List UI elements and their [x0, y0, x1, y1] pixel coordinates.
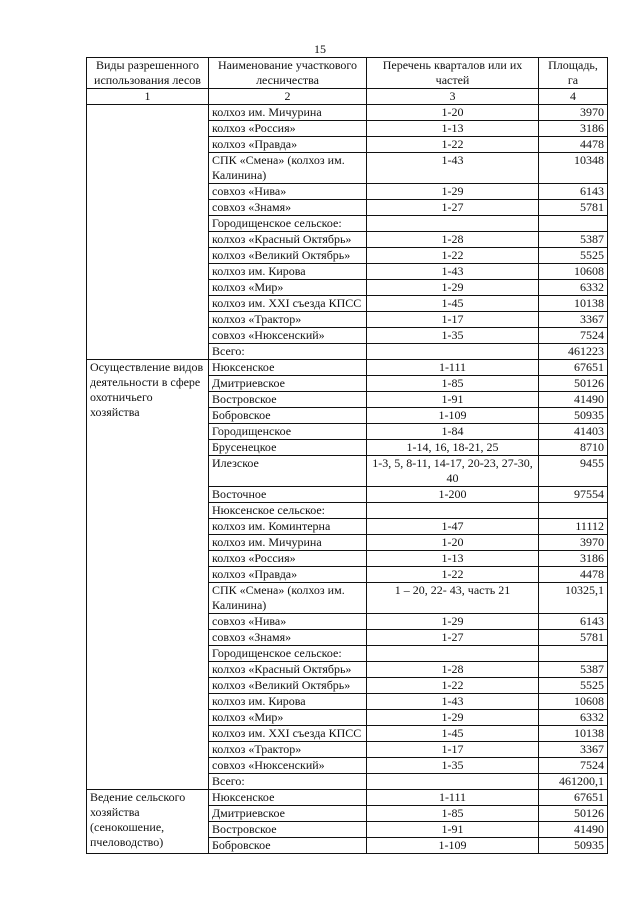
forestry-name-cell: совхоз «Нюксенский» — [209, 758, 367, 774]
quarters-cell: 1-84 — [367, 424, 539, 440]
header-number: 2 — [209, 89, 367, 105]
area-cell: 5525 — [539, 248, 608, 264]
quarters-cell: 1-3, 5, 8-11, 14-17, 20-23, 27-30, 40 — [367, 456, 539, 487]
forestry-name-cell: колхоз «Россия» — [209, 551, 367, 567]
forestry-name-cell: Илезское — [209, 456, 367, 487]
header-number: 3 — [367, 89, 539, 105]
quarters-cell: 1-45 — [367, 296, 539, 312]
quarters-cell: 1-109 — [367, 838, 539, 854]
quarters-cell: 1-43 — [367, 264, 539, 280]
area-cell: 3186 — [539, 551, 608, 567]
area-cell: 5781 — [539, 200, 608, 216]
area-cell: 461223 — [539, 344, 608, 360]
area-cell: 4478 — [539, 137, 608, 153]
forestry-name-cell: колхоз «Правда» — [209, 137, 367, 153]
quarters-cell — [367, 503, 539, 519]
forestry-name-cell: колхоз «Красный Октябрь» — [209, 232, 367, 248]
forestry-name-cell: совхоз «Нюксенский» — [209, 328, 367, 344]
area-cell: 5781 — [539, 630, 608, 646]
table-row — [87, 105, 608, 121]
forestry-name-cell: колхоз им. XXI съезда КПСС — [209, 296, 367, 312]
header-number-row — [87, 89, 608, 105]
forestry-name-cell: совхоз «Знамя» — [209, 200, 367, 216]
quarters-cell: 1-85 — [367, 376, 539, 392]
area-cell: 6332 — [539, 280, 608, 296]
forestry-name-cell: колхоз «Трактор» — [209, 312, 367, 328]
area-cell: 5387 — [539, 232, 608, 248]
page-number: 15 — [314, 42, 326, 56]
quarters-cell: 1-47 — [367, 519, 539, 535]
area-cell: 50935 — [539, 838, 608, 854]
forestry-name-cell: СПК «Смена» (колхоз им. Калинина) — [209, 583, 367, 614]
quarters-cell: 1-29 — [367, 184, 539, 200]
quarters-cell: 1-22 — [367, 567, 539, 583]
table-body — [87, 105, 608, 854]
quarters-cell: 1-91 — [367, 392, 539, 408]
area-cell: 6143 — [539, 614, 608, 630]
quarters-cell: 1-22 — [367, 137, 539, 153]
forestry-name-cell: совхоз «Нива» — [209, 184, 367, 200]
forestry-name-cell: Дмитриевское — [209, 806, 367, 822]
area-cell: 4478 — [539, 567, 608, 583]
quarters-cell: 1-35 — [367, 758, 539, 774]
header-area: Площадь, га — [539, 58, 608, 89]
forestry-name-cell: колхоз «Великий Октябрь» — [209, 248, 367, 264]
forestry-name-cell: Нюксенское сельское: — [209, 503, 367, 519]
header-quarters: Перечень кварталов или их частей — [367, 58, 539, 89]
forestry-name-cell: колхоз «Мир» — [209, 710, 367, 726]
area-cell: 11112 — [539, 519, 608, 535]
area-cell: 6143 — [539, 184, 608, 200]
area-cell: 6332 — [539, 710, 608, 726]
area-cell: 50126 — [539, 806, 608, 822]
quarters-cell: 1-85 — [367, 806, 539, 822]
area-cell: 50935 — [539, 408, 608, 424]
forestry-name-cell: Городищенское — [209, 424, 367, 440]
quarters-cell — [367, 216, 539, 232]
quarters-cell: 1-22 — [367, 248, 539, 264]
area-cell — [539, 216, 608, 232]
forestry-name-cell: колхоз им. Коминтерна — [209, 519, 367, 535]
area-cell: 41490 — [539, 392, 608, 408]
area-cell: 10138 — [539, 726, 608, 742]
forestry-name-cell: Бобровское — [209, 408, 367, 424]
quarters-cell: 1-28 — [367, 662, 539, 678]
forest-use-table — [86, 57, 608, 854]
area-cell: 67651 — [539, 790, 608, 806]
area-cell — [539, 646, 608, 662]
area-cell: 5387 — [539, 662, 608, 678]
quarters-cell: 1-17 — [367, 742, 539, 758]
area-cell: 41490 — [539, 822, 608, 838]
area-cell: 5525 — [539, 678, 608, 694]
area-cell: 8710 — [539, 440, 608, 456]
use-type-cell: Осуществление видов деятельности в сфере охотничьего хозяйства — [87, 360, 209, 790]
forestry-name-cell: Дмитриевское — [209, 376, 367, 392]
forestry-name-cell: колхоз им. Мичурина — [209, 535, 367, 551]
area-cell: 50126 — [539, 376, 608, 392]
quarters-cell: 1-27 — [367, 200, 539, 216]
forestry-name-cell: колхоз «Красный Октябрь» — [209, 662, 367, 678]
quarters-cell: 1-45 — [367, 726, 539, 742]
quarters-cell: 1-111 — [367, 360, 539, 376]
area-cell: 461200,1 — [539, 774, 608, 790]
quarters-cell: 1-29 — [367, 614, 539, 630]
quarters-cell: 1-29 — [367, 710, 539, 726]
use-type-cell — [87, 105, 209, 360]
forestry-name-cell: Всего: — [209, 774, 367, 790]
quarters-cell: 1-29 — [367, 280, 539, 296]
area-cell: 10325,1 — [539, 583, 608, 614]
forestry-name-cell: колхоз «Мир» — [209, 280, 367, 296]
area-cell: 41403 — [539, 424, 608, 440]
area-cell: 9455 — [539, 456, 608, 487]
forestry-name-cell: Городищенское сельское: — [209, 216, 367, 232]
header-number: 4 — [539, 89, 608, 105]
forestry-name-cell: Нюксенское — [209, 360, 367, 376]
area-cell: 3970 — [539, 535, 608, 551]
area-cell: 10608 — [539, 694, 608, 710]
quarters-cell: 1-27 — [367, 630, 539, 646]
quarters-cell: 1-20 — [367, 105, 539, 121]
forestry-name-cell: Восточное — [209, 487, 367, 503]
forestry-name-cell: Востровское — [209, 822, 367, 838]
area-cell: 97554 — [539, 487, 608, 503]
forestry-name-cell: колхоз им. Кирова — [209, 694, 367, 710]
forestry-name-cell: Всего: — [209, 344, 367, 360]
quarters-cell: 1-20 — [367, 535, 539, 551]
quarters-cell: 1-109 — [367, 408, 539, 424]
forestry-name-cell: колхоз им. Мичурина — [209, 105, 367, 121]
quarters-cell: 1-35 — [367, 328, 539, 344]
forestry-name-cell: Бобровское — [209, 838, 367, 854]
quarters-cell: 1-17 — [367, 312, 539, 328]
area-cell: 3186 — [539, 121, 608, 137]
forestry-name-cell: колхоз им. XXI съезда КПСС — [209, 726, 367, 742]
table-row — [87, 790, 608, 806]
forestry-name-cell: колхоз «Правда» — [209, 567, 367, 583]
header-row — [87, 58, 608, 89]
forestry-name-cell: совхоз «Знамя» — [209, 630, 367, 646]
forestry-name-cell: совхоз «Нива» — [209, 614, 367, 630]
forestry-name-cell: колхоз «Россия» — [209, 121, 367, 137]
forestry-name-cell: СПК «Смена» (колхоз им. Калинина) — [209, 153, 367, 184]
quarters-cell: 1-14, 16, 18-21, 25 — [367, 440, 539, 456]
quarters-cell: 1-28 — [367, 232, 539, 248]
area-cell: 10348 — [539, 153, 608, 184]
quarters-cell — [367, 774, 539, 790]
header-forestry-name: Наименование участкового лесничества — [209, 58, 367, 89]
area-cell: 10138 — [539, 296, 608, 312]
quarters-cell: 1-13 — [367, 551, 539, 567]
forestry-name-cell: колхоз «Великий Октябрь» — [209, 678, 367, 694]
area-cell: 67651 — [539, 360, 608, 376]
quarters-cell: 1 – 20, 22- 43, часть 21 — [367, 583, 539, 614]
quarters-cell — [367, 344, 539, 360]
area-cell: 3367 — [539, 742, 608, 758]
quarters-cell: 1-22 — [367, 678, 539, 694]
quarters-cell: 1-43 — [367, 694, 539, 710]
forestry-name-cell: Городищенское сельское: — [209, 646, 367, 662]
area-cell: 7524 — [539, 758, 608, 774]
quarters-cell: 1-13 — [367, 121, 539, 137]
quarters-cell: 1-200 — [367, 487, 539, 503]
quarters-cell — [367, 646, 539, 662]
header-number: 1 — [87, 89, 209, 105]
area-cell: 3367 — [539, 312, 608, 328]
quarters-cell: 1-43 — [367, 153, 539, 184]
quarters-cell: 1-111 — [367, 790, 539, 806]
forestry-name-cell: колхоз «Трактор» — [209, 742, 367, 758]
area-cell: 7524 — [539, 328, 608, 344]
forestry-name-cell: Брусенецкое — [209, 440, 367, 456]
header-use-type: Виды разрешенного использования лесов — [87, 58, 209, 89]
area-cell — [539, 503, 608, 519]
use-type-cell: Ведение сельского хозяйства (сенокошение, пчеловодство) — [87, 790, 209, 854]
forestry-name-cell: Нюксенское — [209, 790, 367, 806]
forestry-name-cell: колхоз им. Кирова — [209, 264, 367, 280]
table-row — [87, 360, 608, 376]
quarters-cell: 1-91 — [367, 822, 539, 838]
area-cell: 3970 — [539, 105, 608, 121]
area-cell: 10608 — [539, 264, 608, 280]
forestry-name-cell: Востровское — [209, 392, 367, 408]
